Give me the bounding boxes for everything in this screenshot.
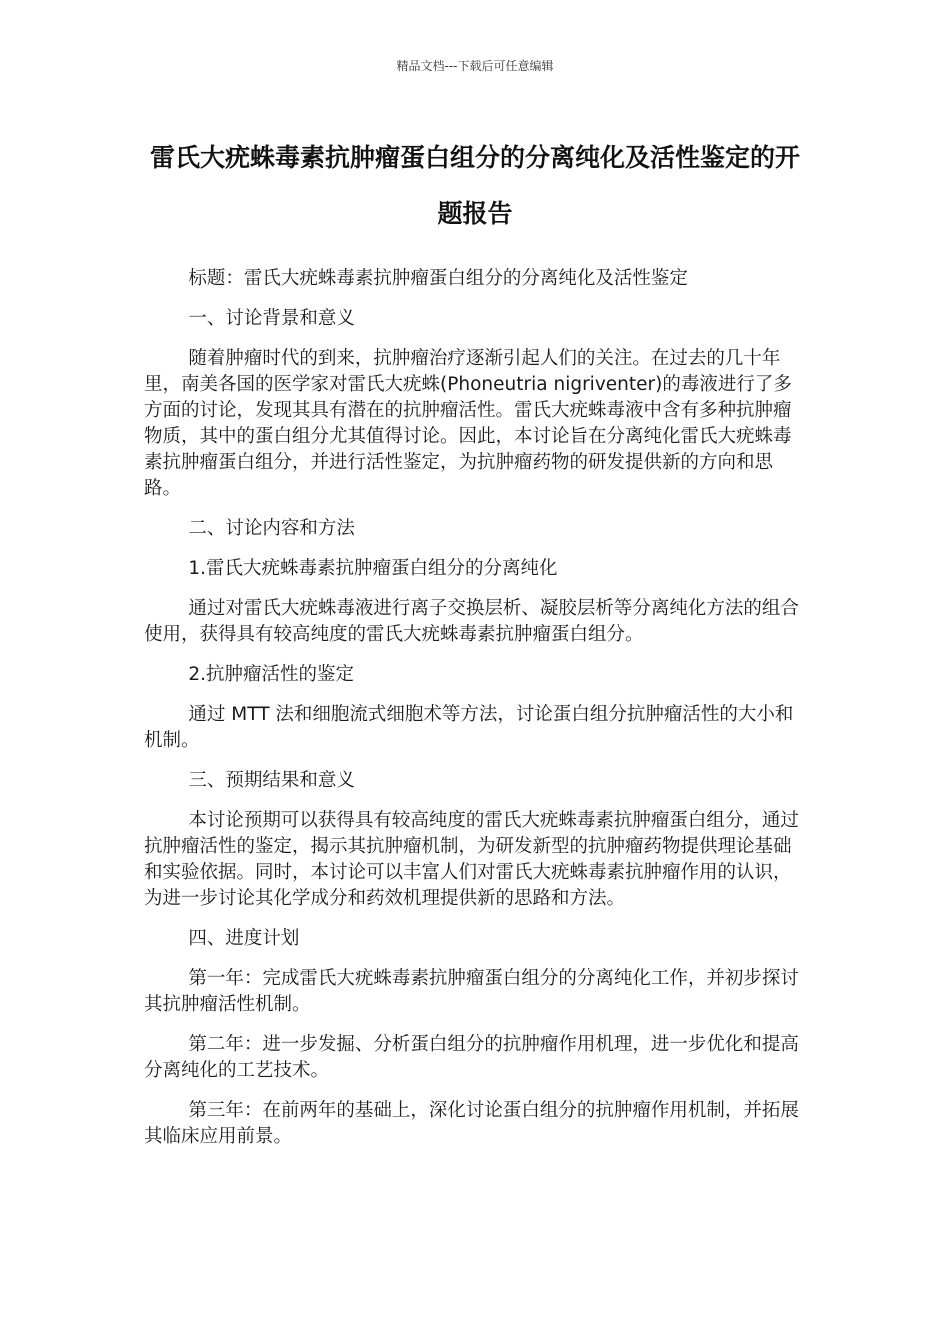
paragraph-background: 随着肿瘤时代的到来，抗肿瘤治疗逐渐引起人们的关注。在过去的几十年里，南美各国的医学家对雷氏大疣蛛(Phoneutria nigriventer)的毒液进行了多方面的讨论，发现其具有潜在的抗肿瘤活性。雷氏大疣蛛毒液中含有多种抗肿瘤物质，其中的蛋白组分尤其值得讨论。因此，本讨论旨在分离纯化雷氏大疣蛛毒素抗肿瘤蛋白组分，并进行活性鉴定，为抗肿瘤药物的研发提供新的方向和思路。 — [144, 348, 792, 499]
section-heading-expected-results: 三、预期结果和意义 — [188, 770, 355, 791]
section-heading-background: 一、讨论背景和意义 — [188, 308, 355, 329]
paragraph-purification: 通过对雷氏大疣蛛毒液进行离子交换层析、凝胶层析等分离纯化方法的组合使用，获得具有较高纯度的雷氏大疣蛛毒素抗肿瘤蛋白组分。 — [144, 598, 799, 645]
subsection-heading-purification: 1.雷氏大疣蛛毒素抗肿瘤蛋白组分的分离纯化 — [188, 558, 558, 579]
section-heading-schedule: 四、进度计划 — [188, 928, 300, 949]
paragraph-activity: 通过 MTT 法和细胞流式细胞术等方法，讨论蛋白组分抗肿瘤活性的大小和机制。 — [144, 704, 794, 751]
section-heading-methods: 二、讨论内容和方法 — [188, 518, 355, 539]
document-title: 雷氏大疣蛛毒素抗肿瘤蛋白组分的分离纯化及活性鉴定的开题报告 — [149, 143, 800, 228]
paragraph-year-one: 第一年：完成雷氏大疣蛛毒素抗肿瘤蛋白组分的分离纯化工作，并初步探讨其抗肿瘤活性机制。 — [144, 968, 799, 1015]
page-header: 精品文档---下载后可任意编辑 — [396, 59, 554, 73]
paragraph-subject: 标题：雷氏大疣蛛毒素抗肿瘤蛋白组分的分离纯化及活性鉴定 — [188, 268, 688, 289]
paragraph-year-three: 第三年：在前两年的基础上，深化讨论蛋白组分的抗肿瘤作用机制，并拓展其临床应用前景。 — [144, 1100, 799, 1147]
document-body — [144, 266, 806, 1164]
paragraph-year-two: 第二年：进一步发掘、分析蛋白组分的抗肿瘤作用机理，进一步优化和提高分离纯化的工艺技术。 — [144, 1034, 799, 1081]
subsection-heading-activity: 2.抗肿瘤活性的鉴定 — [188, 664, 355, 685]
paragraph-expected-results: 本讨论预期可以获得具有较高纯度的雷氏大疣蛛毒素抗肿瘤蛋白组分，通过抗肿瘤活性的鉴定，揭示其抗肿瘤机制，为研发新型的抗肿瘤药物提供理论基础和实验依据。同时，本讨论可以丰富人们对雷氏大疣蛛毒素抗肿瘤作用的认识，为进一步讨论其化学成分和药效机理提供新的思路和方法。 — [144, 810, 799, 909]
